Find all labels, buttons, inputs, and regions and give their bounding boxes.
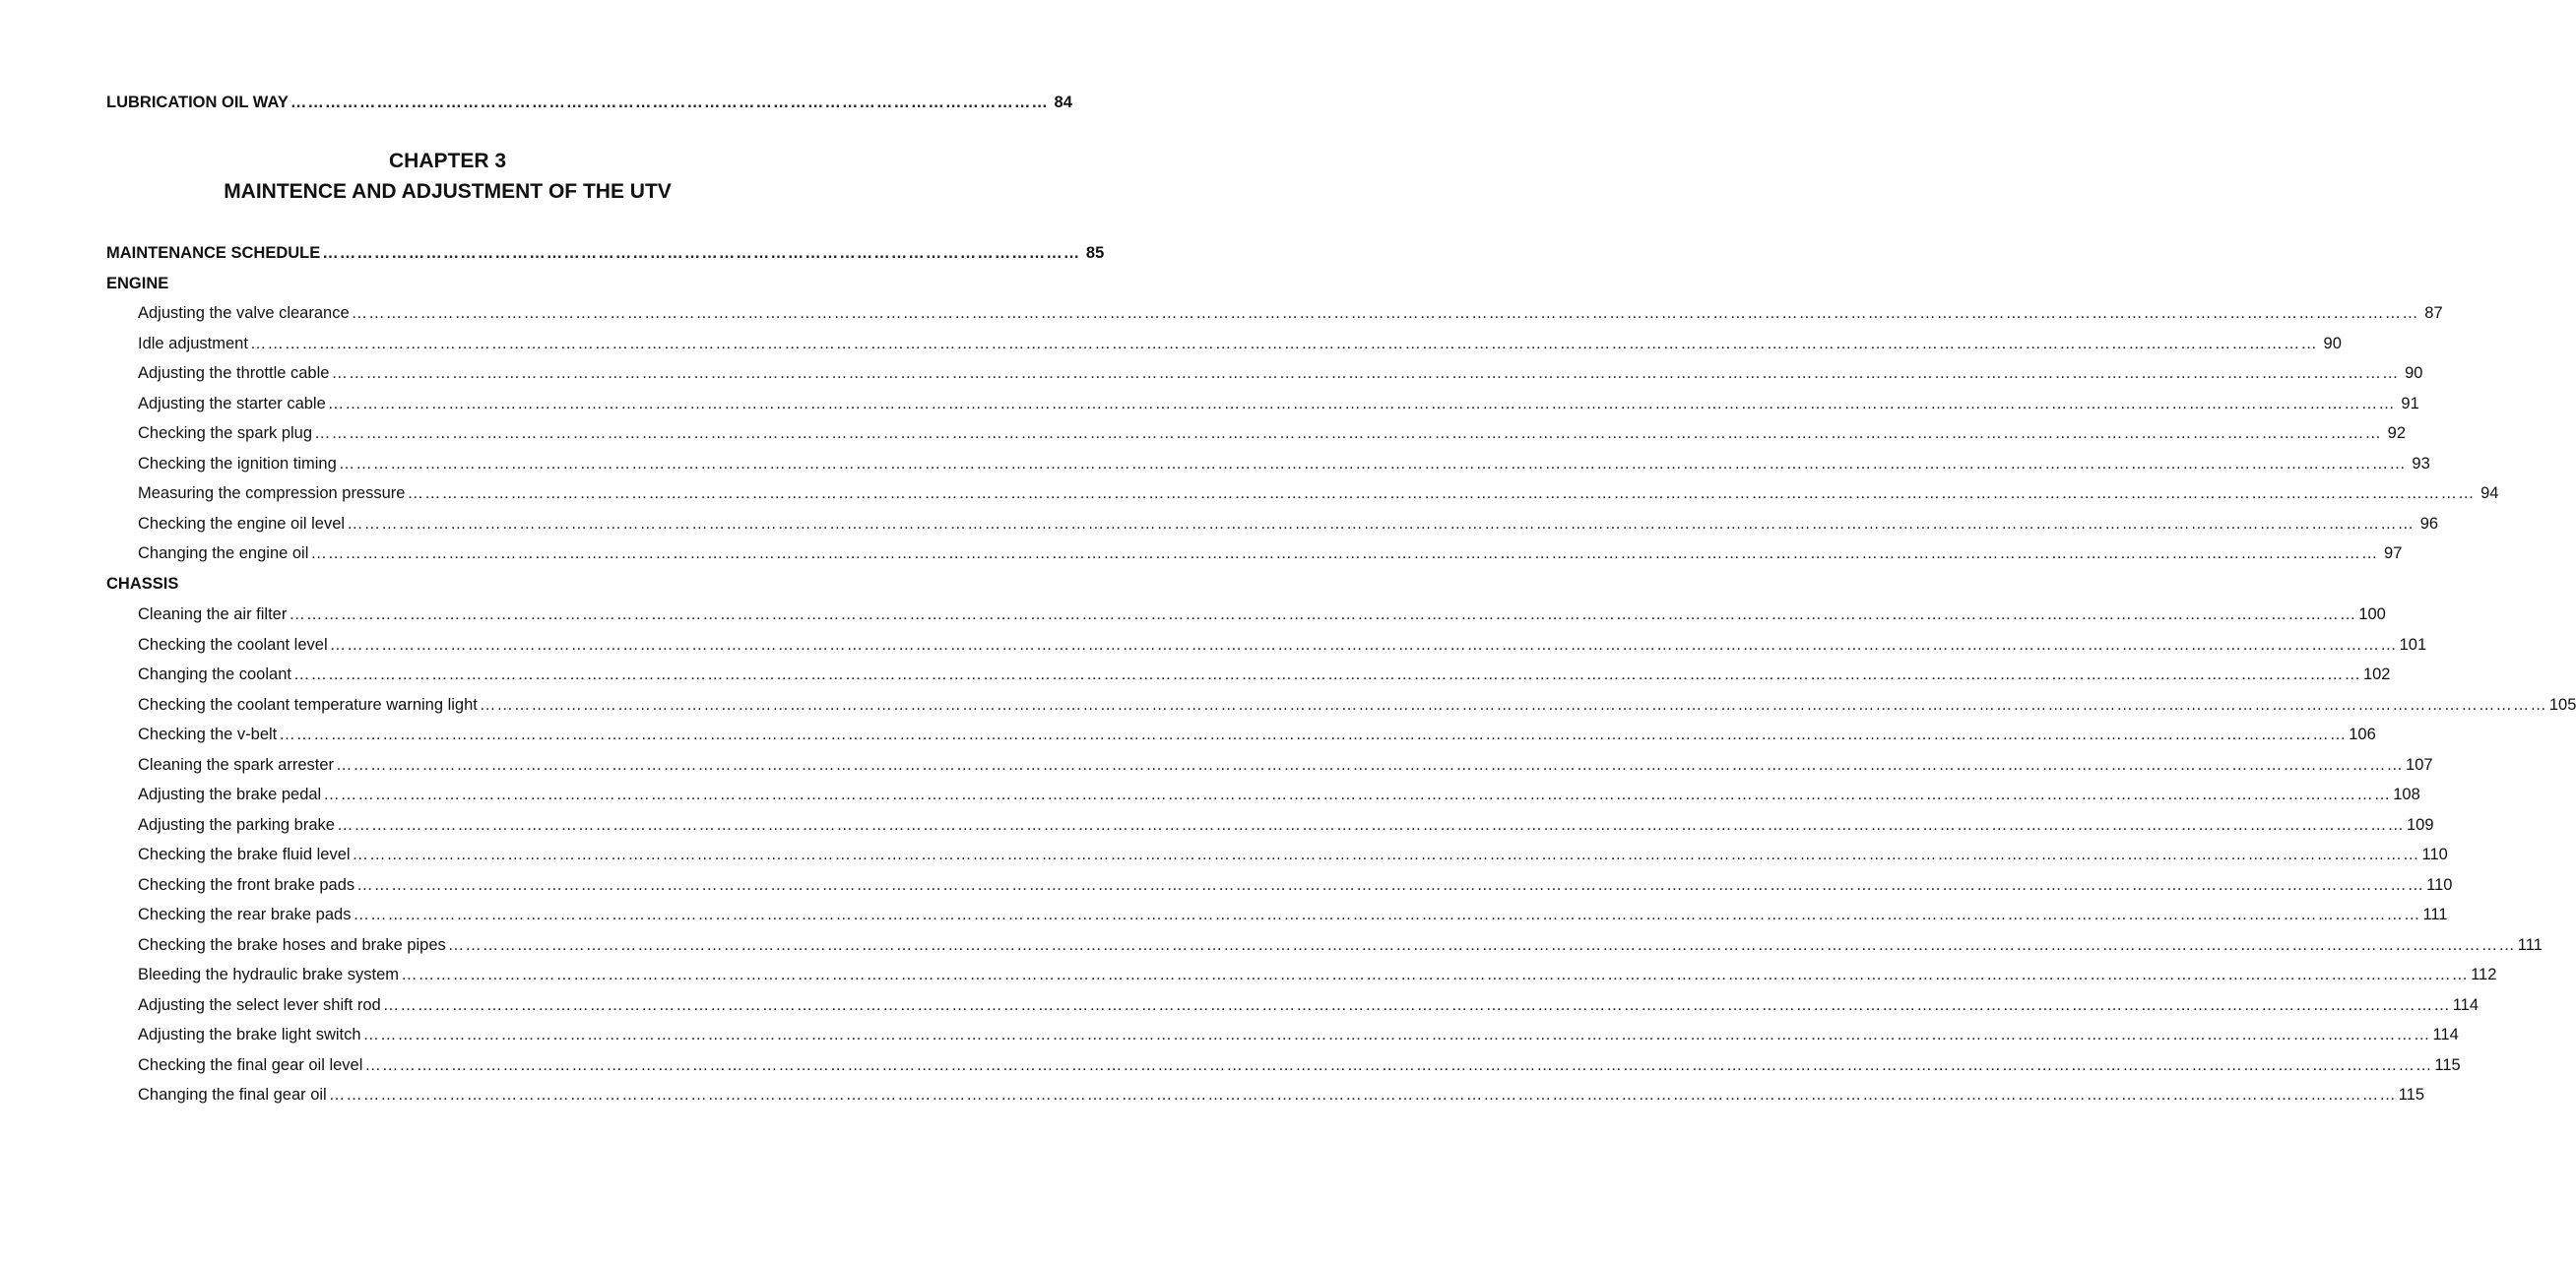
dot-leader: ……………………………………………………………………………………………………………………………………………………………………………………………………………………………………………………………………………………………………………………………… [289, 605, 2357, 623]
toc-entry-page: 90 [2323, 334, 2342, 352]
toc-entry-label: Checking the coolant level [138, 635, 328, 654]
toc-entry-page: 108 [2393, 786, 2420, 803]
toc-entry-label: Checking the coolant temperature warning light [138, 695, 478, 714]
dot-leader: ……………………………………………………………………………………………………………………………………………………………………………………………………………………………………………………………………………………………………………………………… [407, 484, 2476, 502]
toc-entry[interactable] [138, 935, 2543, 955]
dot-leader: ……………………………………………………………………………………………………………………………………………………………………………………………………………………………………………………………………………………………………………………………… [347, 514, 2415, 533]
toc-entry[interactable] [138, 965, 2497, 984]
toc-entry-maintenance-schedule[interactable] [106, 243, 1105, 263]
dot-leader: ……………………………………………………………………………………………………………………………………………………………………………………………………………………………………………………………………………………………………………………………… [336, 755, 2405, 774]
toc-entry-label: Checking the engine oil level [138, 514, 346, 533]
toc-entry-page: 109 [2406, 815, 2434, 834]
toc-entry-label: Checking the final gear oil level [138, 1055, 363, 1074]
toc-entry[interactable] [138, 725, 2376, 744]
dot-leader: ……………………………………………………………………………………………………………………………………………………………………………………………………………………………………………………………………………………………………………………………… [352, 846, 2420, 863]
dot-leader: ……………………………………………………………………………………………………………………………………………………………………………………………………………………………………………………………………………………………………………………………… [314, 424, 2383, 442]
toc-entry[interactable] [138, 1055, 2461, 1075]
toc-entry-label: Checking the ignition timing [138, 454, 337, 473]
dot-leader: ……………………………………………………………………………………………………………………………………………………………………………………………………………………………………………………………………………………………………………………………… [249, 334, 2318, 352]
toc-entry-page: 84 [1054, 94, 1072, 111]
dot-leader: ……………………………………………………………………………………………………………………………………………………………………………………………………………………………………………………………………………………………………………………………… [329, 635, 2398, 654]
toc-entry[interactable] [138, 905, 2448, 924]
toc-entry-label: Checking the v-belt [138, 726, 278, 743]
toc-entry-page: 115 [2398, 1086, 2425, 1104]
toc-entry-label: LUBRICATION OIL WAY [106, 94, 289, 111]
toc-entry[interactable] [138, 995, 2479, 1015]
toc-entry-page: 100 [2358, 605, 2386, 623]
chapter-number: CHAPTER 3 [388, 150, 507, 172]
toc-entry[interactable] [138, 334, 2342, 353]
toc-entry[interactable] [138, 423, 2407, 443]
toc-entry-label: Adjusting the starter cable [138, 394, 326, 412]
toc-entry-label: Checking the brake hoses and brake pipes [138, 935, 446, 954]
toc-entry-page: 92 [2387, 424, 2407, 442]
toc-entry[interactable] [138, 845, 2448, 864]
toc-entry-page: 93 [2412, 454, 2430, 473]
dot-leader: ……………………………………………………………………………………………………………………………………………………………………………………………………………………………………………………………………………………………………………………………… [364, 1055, 2433, 1074]
toc-entry-page: 107 [2406, 755, 2433, 774]
toc-entry[interactable] [138, 665, 2391, 684]
dot-leader: ……………………………………………………………………………………………………………………………………………………………………………………………………………………………………………………………………………………………………………………………… [328, 1086, 2397, 1104]
toc-entry-page: 111 [2517, 935, 2543, 954]
section-heading-chassis: CHASSIS [106, 575, 179, 593]
toc-entry[interactable] [138, 1085, 2425, 1105]
dot-leader: ……………………………………………………………………………………………………………………………………………………………………………………………………………………………………………………………………………………………………………………………… [362, 1026, 2431, 1044]
toc-entry-page: 87 [2424, 304, 2443, 322]
toc-entry-page: 90 [2405, 364, 2423, 382]
toc-entry-label: MAINTENANCE SCHEDULE [106, 244, 321, 262]
toc-entry[interactable] [138, 1025, 2459, 1044]
toc-entry-label: Checking the brake fluid level [138, 846, 351, 863]
toc-entry-label: Bleeding the hydraulic brake system [138, 966, 400, 983]
toc-entry-label: Adjusting the brake pedal [138, 786, 322, 803]
dot-leader: ……………………………………………………………………………………………………………………………………………………………………………………………………………………………………………………………………………………………………………………………… [351, 304, 2419, 322]
toc-entry-page: 115 [2434, 1055, 2461, 1074]
dot-leader: ……………………………………………………………………………………………………………………………………………………………………………………………………………………………………………………………………………………………………………………………… [327, 394, 2396, 412]
toc-entry-label: Checking the spark plug [138, 424, 313, 442]
toc-entry[interactable] [138, 875, 2453, 895]
toc-entry[interactable] [138, 514, 2439, 534]
toc-entry[interactable] [138, 755, 2433, 775]
dot-leader: ……………………………………………………………………………………………………………………………………………………………………………………………………………………………………………………………………………………………………………………………… [310, 544, 2379, 562]
toc-entry-page: 94 [2480, 484, 2499, 502]
dot-leader: ……………………………………………………………………………………………………………………………………………………………………………………………………………………………………………………………………………………………………………………………… [279, 726, 2348, 743]
toc-entry-page: 91 [2401, 394, 2419, 412]
toc-entry[interactable] [138, 363, 2423, 383]
toc-entry-label: Adjusting the parking brake [138, 815, 335, 834]
dot-leader: ……………………………………………………………………………………………………………………………………………………………………………………………………………………………………………………………………………………………………………………………… [338, 454, 2407, 473]
toc-entry-label: Adjusting the brake light switch [138, 1026, 361, 1044]
toc-entry-page: 110 [2426, 875, 2453, 894]
dot-leader: ……………………………………………………………………………………………………………………………………………………………………………………………………………………………………………………………………………………………………………………………… [401, 966, 2470, 983]
toc-entry[interactable] [138, 454, 2430, 474]
toc-entry[interactable] [138, 604, 2386, 624]
toc-entry[interactable] [138, 394, 2419, 413]
toc-entry[interactable] [138, 695, 2576, 715]
toc-entry[interactable] [138, 303, 2443, 323]
chapter-title: MAINTENCE AND ADJUSTMENT OF THE UTV [224, 180, 672, 203]
toc-entry[interactable] [138, 635, 2427, 655]
toc-entry-page: 106 [2349, 726, 2376, 743]
toc-entry-page: 114 [2452, 995, 2479, 1014]
section-heading-engine: ENGINE [106, 275, 169, 292]
toc-entry-page: 105 [2548, 695, 2576, 714]
dot-leader: ……………………………………………………………………………………………………………………………………………………………………………………………………………………………………………………………………………………………………………………………… [353, 906, 2421, 923]
dot-leader: ……………………………………………………………………………………………………………………………………………………………………………………………………………………………………………………………………………………………………………………………… [292, 665, 2361, 683]
toc-entry-label: Cleaning the spark arrester [138, 755, 335, 774]
dot-leader: ……………………………………………………………………………………………………………………………………………………………………………………………………………………………………………………………………………………………………………………………… [447, 935, 2516, 954]
dot-leader: ……………………………………………………………………………………………………………………………………………………………………………………………………………………………………………………………………………………………………………………………… [336, 815, 2405, 834]
dot-leader: ……………………………………………………………………………………………………………………………………………………………………………………………………………………………………………………………………………………………………………………………… [323, 786, 2392, 803]
toc-entry-label: Adjusting the throttle cable [138, 364, 330, 382]
toc-entry-page: 114 [2432, 1026, 2459, 1044]
toc-entry-page: 102 [2362, 665, 2391, 683]
toc-entry-label: Adjusting the valve clearance [138, 304, 350, 322]
dot-leader: ……………………………………………………………………………………………………………………………………………………………………………………………………………………………………………………………………………………………………………………………… [479, 695, 2547, 714]
toc-entry-page: 97 [2384, 544, 2403, 562]
toc-entry-label: Measuring the compression pressure [138, 484, 406, 502]
toc-entry-label: Cleaning the air filter [138, 605, 288, 623]
toc-entry-label: Idle adjustment [138, 334, 248, 352]
dot-leader: ……………………………………………………………………………………………………………………………………………………………………………………………………………………………………………………………………………………………………………………………… [382, 995, 2451, 1014]
toc-entry-page: 111 [2422, 906, 2448, 923]
toc-entry-label: Changing the coolant [138, 665, 291, 683]
toc-entry[interactable] [138, 815, 2434, 835]
toc-entry-label: Checking the front brake pads [138, 875, 355, 894]
toc-entry[interactable] [138, 785, 2420, 804]
toc-entry-page: 101 [2399, 635, 2427, 654]
toc-entry-page: 112 [2471, 966, 2497, 983]
dot-leader: …………………………………………………………………………………………………………………… [322, 244, 1081, 262]
toc-entry-page: 110 [2421, 846, 2448, 863]
toc-entry[interactable] [138, 543, 2403, 563]
toc-entry-page: 85 [1085, 244, 1105, 262]
toc-entry-lubrication-oil-way[interactable] [106, 93, 1072, 112]
toc-entry-label: Adjusting the select lever shift rod [138, 995, 381, 1014]
toc-entry-label: Changing the final gear oil [138, 1086, 327, 1104]
dot-leader: ……………………………………………………………………………………………………………………………………………………………………………………………………………………………………………………………………………………………………………………………… [331, 364, 2400, 382]
toc-entry-label: Checking the rear brake pads [138, 906, 352, 923]
dot-leader: ……………………………………………………………………………………………………………………………………………………………………………………………………………………………………………………………………………………………………………………………… [356, 875, 2425, 894]
toc-entry-page: 96 [2419, 514, 2439, 533]
toc-entry-label: Changing the engine oil [138, 544, 309, 562]
dot-leader: …………………………………………………………………………………………………………………… [290, 94, 1049, 111]
toc-entry[interactable] [138, 483, 2499, 503]
